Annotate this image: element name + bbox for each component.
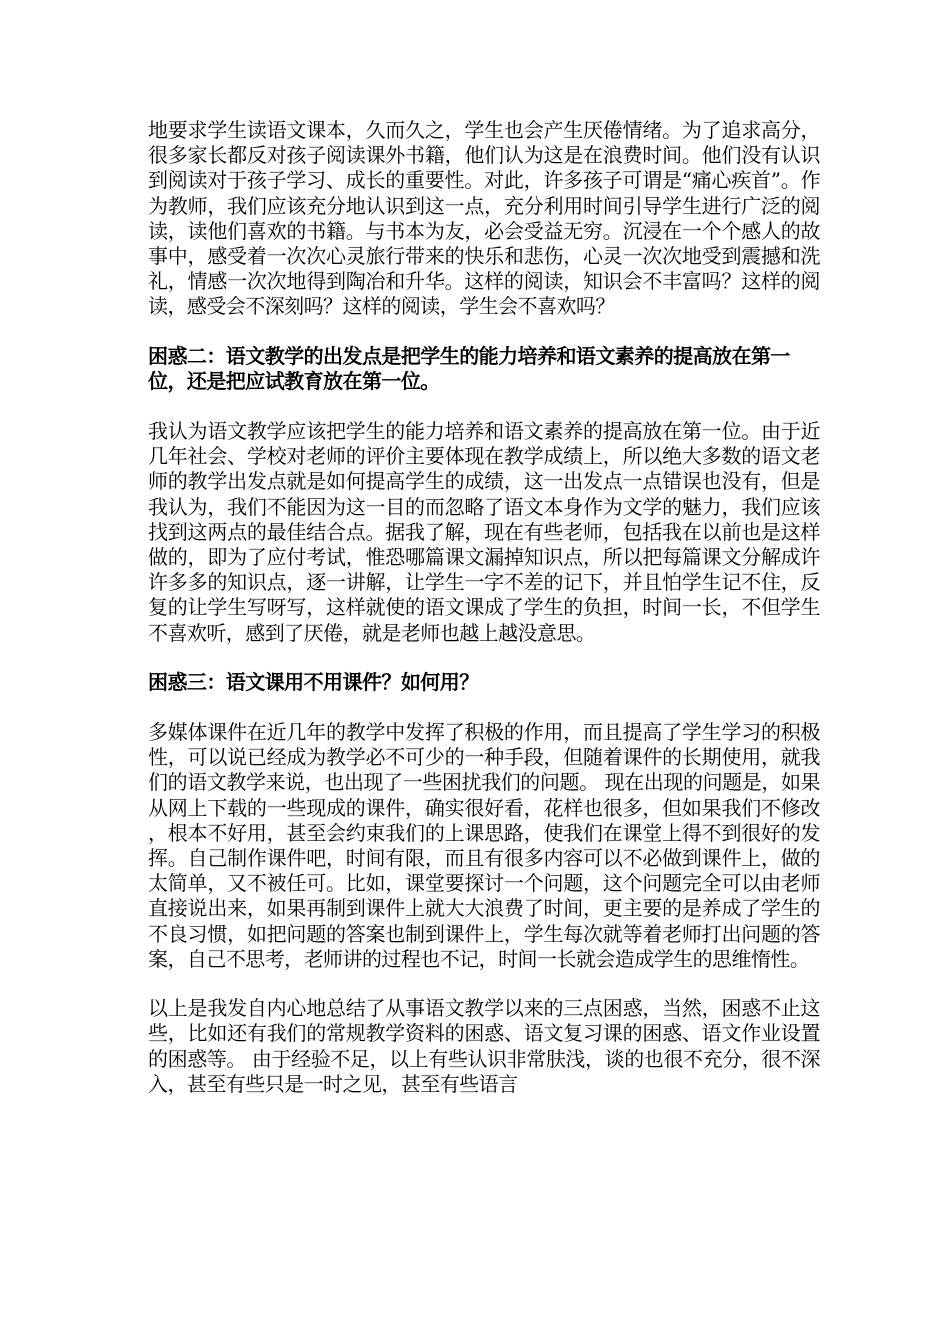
body-paragraph-4: 以上是我发自内心地总结了从事语文教学以来的三点困惑，当然，困惑不止这些，比如还有我们的常规教学资料的困惑、语文复习课的困惑、语文作业设置的困惑等。 由于经验不足，以上有些认识非常肤浅，谈的也很不充分，很不深入，甚至有些只是一时之见，甚至有些语言 [148, 996, 820, 1096]
document-page [148, 118, 820, 1097]
body-paragraph-1: 地要求学生读语文课本，久而久之，学生也会产生厌倦情绪。为了追求高分，很多家长都反对孩子阅读课外书籍，他们认为这是在浪费时间。他们没有认识到阅读对于孩子学习、成长的重要性。对此，许多孩子可谓是“痛心疾首”。作为教师，我们应该充分地认识到这一点，充分利用时间引导学生进行广泛的阅读，读他们喜欢的书籍。与书本为友，必会受益无穷。沉浸在一个个感人的故事中，感受着一次次心灵旅行带来的快乐和悲伤，心灵一次次地受到震撼和洗礼，情感一次次地得到陶冶和升华。这样的阅读，知识会不丰富吗？这样的阅读，感受会不深刻吗？这样的阅读，学生会不喜欢吗？ [148, 118, 820, 319]
body-paragraph-2: 我认为语文教学应该把学生的能力培养和语文素养的提高放在第一位。由于近几年社会、学校对老师的评价主要体现在教学成绩上，所以绝大多数的语文老师的教学出发点就是如何提高学生的成绩，这一出发点一点错误也没有，但是我认为，我们不能因为这一目的而忽略了语文本身作为文学的魅力，我们应该找到这两点的最佳结合点。据我了解，现在有些老师，包括我在以前也是这样做的，即为了应付考试，惟恐哪篇课文漏掉知识点，所以把每篇课文分解成许许多多的知识点，逐一讲解，让学生一字不差的记下，并且怕学生记不住，反复的让学生写呀写，这样就使的语文课成了学生的负担，时间一长，不但学生不喜欢听，感到了厌倦，就是老师也越上越没意思。 [148, 419, 820, 645]
body-paragraph-3: 多媒体课件在近几年的教学中发挥了积极的作用，而且提高了学生学习的积极性，可以说已经成为教学必不可少的一种手段，但随着课件的长期使用，就我们的语文教学来说，也出现了一些困扰我们的问题。 现在出现的问题是，如果从网上下载的一些现成的课件，确实很好看，花样也很多，但如果我们不修改，根本不好用，甚至会约束我们的上课思路，使我们在课堂上得不到很好的发挥。自己制作课件吧，时间有限，而且有很多内容可以不必做到课件上，做的太简单，又不被任可。比如，课堂要探讨一个问题，这个问题完全可以由老师直接说出来，如果再制到课件上就大大浪费了时间，更主要的是养成了学生的不良习惯，如把问题的答案也制到课件上，学生每次就等着老师打出问题的答案，自己不思考，老师讲的过程也不记，时间一长就会造成学生的思维惰性。 [148, 720, 820, 971]
section-heading-2: 困惑二：语文教学的出发点是把学生的能力培养和语文素养的提高放在第一位，还是把应试教育放在第一位。 [148, 343, 790, 393]
section-heading-3: 困惑三：语文课用不用课件？如何用？ [148, 669, 479, 694]
